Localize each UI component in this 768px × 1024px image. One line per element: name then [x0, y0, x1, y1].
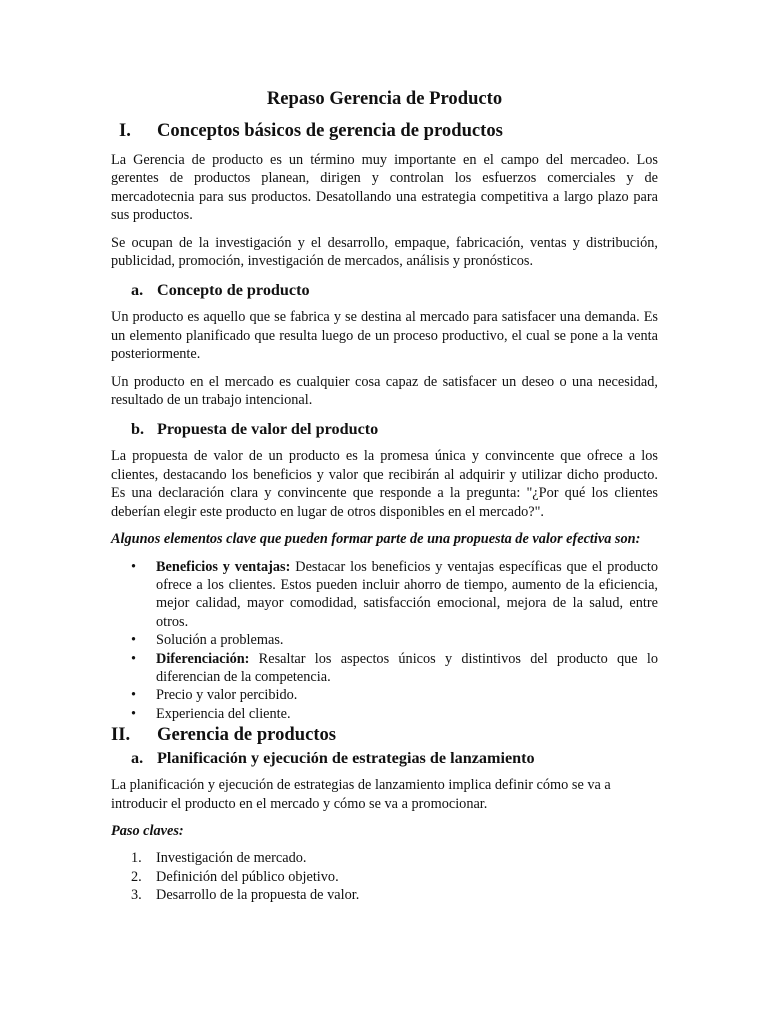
bullet-icon: •	[131, 558, 137, 575]
paragraph: La planificación y ejecución de estrategias de lanzamiento implica definir cómo se va a introducir el producto en el mercado y cómo se va a promocionar.	[111, 777, 611, 812]
item-text: Experiencia del cliente.	[156, 705, 291, 722]
subsection-heading	[111, 748, 658, 768]
paragraph: La Gerencia de producto es un término muy importante en el campo del mercadeo. Los gerentes de productos planean, dirigen y controlan los esfuerzos comerciales y de mercadotecnia para sus productos. Desatollando una estrategia competitiva a largo plazo para sus productos.	[111, 152, 658, 224]
subsection-letter: b.	[131, 420, 145, 439]
item-text: Solución a problemas.	[156, 632, 284, 649]
list-item	[111, 631, 658, 649]
item-text: Investigación de mercado.	[156, 850, 307, 867]
list-item	[111, 868, 658, 886]
subsection-title: Concepto de producto	[157, 281, 310, 300]
section-heading-2	[111, 724, 658, 746]
list-item	[111, 650, 658, 687]
document-page	[111, 88, 658, 905]
item-text: Definición del público objetivo.	[156, 868, 339, 885]
subsection-heading	[111, 280, 658, 300]
paragraph: Se ocupan de la investigación y el desarrollo, empaque, fabricación, ventas y distribución, publicidad, promoción, investigación de mercados, análisis y pronósticos.	[111, 234, 658, 270]
paragraph: Un producto en el mercado es cualquier cosa capaz de satisfacer un deseo o una necesidad, resultado de un trabajo intencional.	[111, 373, 658, 409]
item-bold: Diferenciación:	[156, 650, 250, 667]
section-number: II.	[111, 724, 131, 746]
numbered-list	[111, 849, 658, 904]
emphasis-lead: Algunos elementos clave que pueden formar parte de una propuesta de valor efectiva son:	[111, 531, 641, 548]
list-item	[111, 886, 658, 904]
section-heading-1	[111, 120, 658, 142]
section-title: Gerencia de productos	[157, 724, 337, 746]
subsection-letter: a.	[131, 749, 144, 768]
subsection-title: Propuesta de valor del producto	[157, 420, 379, 439]
paragraph: La propuesta de valor de un producto es la promesa única y convincente que ofrece a los clientes, destacando los beneficios y valor que recibirán al adquirir y utilizar dicho producto. Es una declaración clara y convincente que responde a la pregunta: "¿Por qué los clientes deberían elegir este producto en lugar de otros disponibles en el mercado?".	[111, 448, 658, 520]
bullet-icon: •	[131, 705, 137, 722]
list-item	[111, 705, 658, 723]
subsection-title: Planificación y ejecución de estrategias de lanzamiento	[157, 749, 535, 768]
section-title: Conceptos básicos de gerencia de productos	[157, 120, 503, 141]
list-item	[111, 849, 658, 867]
list-number: 2.	[131, 868, 142, 885]
list-item	[111, 686, 658, 704]
bullet-icon: •	[131, 687, 137, 704]
section-number: I.	[119, 120, 131, 141]
subsection-letter: a.	[131, 281, 144, 300]
document-title: Repaso Gerencia de Producto	[266, 88, 503, 109]
list-number: 1.	[131, 850, 142, 867]
bullet-list	[111, 558, 658, 724]
emphasis-lead: Paso claves:	[111, 822, 184, 839]
paragraph: Un producto es aquello que se fabrica y se destina al mercado para satisfacer una demanda. Es un elemento planificado que resulta luego de un proceso productivo, el cual se pone a la venta posteriormente.	[111, 309, 658, 363]
subsection-heading	[111, 419, 658, 439]
list-number: 3.	[131, 887, 142, 904]
item-bold: Beneficios y ventajas:	[156, 558, 291, 575]
item-text: Desarrollo de la propuesta de valor.	[156, 887, 360, 904]
bullet-icon: •	[131, 650, 137, 667]
item-text: Resaltar los aspectos únicos y distintivos del producto que lo diferencian de la competencia.	[156, 650, 658, 685]
list-item	[111, 558, 658, 632]
bullet-icon: •	[131, 632, 137, 649]
item-text: Destacar los beneficios y ventajas específicas que el producto ofrece a los clientes. Estos pueden incluir ahorro de tiempo, aumento de la eficiencia, mejor calidad, mayor comodidad, satisfacción emocional, mejora de la salud, entre otros.	[156, 558, 658, 630]
item-text: Precio y valor percibido.	[156, 687, 298, 704]
